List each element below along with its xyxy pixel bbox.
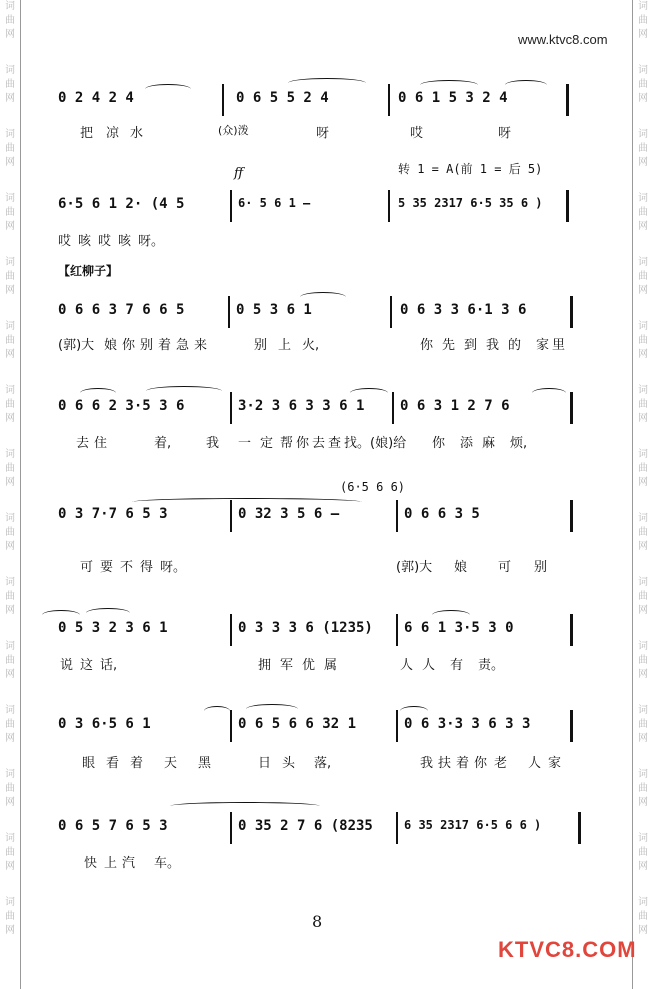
lyric: 到 xyxy=(464,338,478,353)
watermark-group xyxy=(0,384,20,448)
lyric: 来 xyxy=(194,338,208,353)
lyric: 说 xyxy=(60,658,74,673)
lyric: 黑 xyxy=(198,756,212,771)
watermark-char: 曲 xyxy=(638,591,648,602)
lyric: 里 xyxy=(552,338,566,353)
measure-notes: 0 6 1 5 3 2 4 xyxy=(398,90,508,106)
watermark-char: 曲 xyxy=(638,399,648,410)
lyric: 咳 xyxy=(118,234,132,249)
lyric: 扶 xyxy=(438,756,452,771)
watermark-char: 曲 xyxy=(638,527,648,538)
measure-notes: 0 5 3 6 1 xyxy=(236,302,312,318)
lyric: 天 xyxy=(164,756,178,771)
lyric: 汽 xyxy=(122,856,136,871)
lyric: 你 xyxy=(122,338,136,353)
measure-notes: 0 3 6·5 6 1 xyxy=(58,716,151,732)
lyric: 车。 xyxy=(154,856,181,871)
lyric: 凉 xyxy=(106,126,120,141)
site-logo: KTVC8.COM xyxy=(498,937,637,962)
measure-notes: 6 6 1 3·5 3 0 xyxy=(404,620,514,636)
watermark-char: 曲 xyxy=(638,79,648,90)
watermark-char: 网 xyxy=(5,221,15,232)
lyric: 责。 xyxy=(478,658,505,673)
watermark-char: 网 xyxy=(638,925,648,936)
watermark-char: 词 xyxy=(638,193,648,204)
watermark-char: 词 xyxy=(638,513,648,524)
measure-notes: 6· 5 6 1 – xyxy=(238,196,311,210)
watermark-char: 词 xyxy=(638,257,648,268)
watermark-char: 词 xyxy=(5,641,15,652)
watermark-group xyxy=(633,832,653,896)
lyric: (郭)大 xyxy=(396,560,433,575)
watermark-char: 网 xyxy=(5,797,15,808)
barline xyxy=(230,392,232,424)
barline xyxy=(566,190,569,222)
left-border xyxy=(20,0,21,989)
watermark-char: 网 xyxy=(5,861,15,872)
lyric: 娘 xyxy=(454,560,468,575)
watermark-char: 词 xyxy=(638,385,648,396)
lyric: 军 xyxy=(280,658,294,673)
watermark-char: 曲 xyxy=(638,719,648,730)
watermark-char: 曲 xyxy=(5,783,15,794)
barline xyxy=(230,500,232,532)
lyric: 着 xyxy=(130,756,144,771)
lyric: 定 xyxy=(260,436,274,451)
barline xyxy=(570,710,573,742)
watermark-char: 词 xyxy=(5,449,15,460)
watermark-char: 词 xyxy=(638,1,648,12)
barline xyxy=(566,84,569,116)
lyric: 住 xyxy=(94,436,108,451)
watermark-char: 曲 xyxy=(5,15,15,26)
lyric: 可 xyxy=(80,560,94,575)
lyric: 着 xyxy=(456,756,470,771)
lyric: 上 xyxy=(278,338,292,353)
watermark-group xyxy=(0,320,20,384)
watermark-char: 词 xyxy=(638,897,648,908)
watermark-char: 词 xyxy=(638,641,648,652)
watermark-group xyxy=(633,320,653,384)
watermark-char: 词 xyxy=(5,705,15,716)
barline xyxy=(230,614,232,646)
watermark-char: 曲 xyxy=(5,847,15,858)
barline xyxy=(388,84,390,116)
lyric: 别 xyxy=(140,338,154,353)
watermark-left xyxy=(0,0,20,989)
watermark-char: 词 xyxy=(638,705,648,716)
measure-notes: 0 6 3 1 2 7 6 xyxy=(400,398,510,414)
lyric: 得 xyxy=(140,560,154,575)
lyric: 着 xyxy=(158,338,172,353)
barline xyxy=(570,296,573,328)
lyric: 添 xyxy=(460,436,474,451)
watermark-char: 曲 xyxy=(5,527,15,538)
watermark-group xyxy=(633,704,653,768)
measure-notes: 6 35 2317 6·5 6 6 ) xyxy=(404,818,542,832)
watermark-char: 词 xyxy=(5,513,15,524)
watermark-group xyxy=(0,832,20,896)
lyric: 呀。 xyxy=(160,560,187,575)
lyric: 呀 xyxy=(316,126,330,141)
measure-notes: 3·2 3 6 3 3 6 1 xyxy=(238,398,365,414)
lyric: 快 xyxy=(84,856,98,871)
watermark-char: 曲 xyxy=(638,783,648,794)
measure-notes: 0 6 6 3 5 xyxy=(404,506,480,522)
watermark-group xyxy=(633,256,653,320)
watermark-char: 网 xyxy=(638,477,648,488)
watermark-char: 词 xyxy=(5,65,15,76)
watermark-char: 曲 xyxy=(5,335,15,346)
lyric: 话, xyxy=(100,658,118,673)
watermark-char: 词 xyxy=(5,833,15,844)
watermark-group xyxy=(0,256,20,320)
measure-notes: 5 35 2317 6·5 35 6 ) xyxy=(398,196,543,210)
barline xyxy=(230,812,232,844)
lyric: 烦, xyxy=(510,436,528,451)
watermark-char: 网 xyxy=(638,157,648,168)
lyric: 拥 xyxy=(258,658,272,673)
lyric: 着, xyxy=(154,436,172,451)
barline xyxy=(390,296,392,328)
barline xyxy=(570,614,573,646)
lyric: (郭)大 xyxy=(58,338,95,353)
lyric: 家 xyxy=(548,756,562,771)
lyric: 哎 xyxy=(58,234,72,249)
lyric: (众)泼 xyxy=(218,124,249,137)
measure-notes: 0 3 3 3 6 (1235) xyxy=(238,620,373,636)
lyric: 查 xyxy=(328,436,342,451)
watermark-group xyxy=(633,128,653,192)
lyric: 我 xyxy=(486,338,500,353)
barline xyxy=(570,392,573,424)
watermark-char: 词 xyxy=(5,129,15,140)
watermark-char: 词 xyxy=(5,385,15,396)
lyric: 帮 xyxy=(280,436,294,451)
lyric: 人 xyxy=(400,658,414,673)
watermark-char: 网 xyxy=(638,541,648,552)
watermark-char: 词 xyxy=(638,65,648,76)
barline xyxy=(230,190,232,222)
watermark-group xyxy=(0,640,20,704)
dynamic-mark: ff xyxy=(234,166,244,181)
watermark-group xyxy=(0,192,20,256)
lyric: 别 xyxy=(254,338,268,353)
watermark-char: 曲 xyxy=(5,143,15,154)
lyric: 把 xyxy=(80,126,94,141)
watermark-char: 词 xyxy=(638,769,648,780)
watermark-char: 网 xyxy=(638,93,648,104)
barline xyxy=(396,614,398,646)
lyric: 我 xyxy=(420,756,434,771)
watermark-group xyxy=(633,640,653,704)
watermark-char: 网 xyxy=(638,285,648,296)
watermark-char: 曲 xyxy=(5,911,15,922)
watermark-char: 网 xyxy=(638,349,648,360)
lyric: 别 xyxy=(534,560,548,575)
lyric: 我 xyxy=(206,436,220,451)
lyric: 你 xyxy=(296,436,310,451)
watermark-char: 网 xyxy=(5,349,15,360)
lyric: 你 xyxy=(474,756,488,771)
lyric: 呀。 xyxy=(138,234,165,249)
lyric: 可 xyxy=(498,560,512,575)
lyric: (娘)给 xyxy=(370,436,407,451)
barline xyxy=(228,296,230,328)
watermark-char: 网 xyxy=(5,29,15,40)
watermark-group xyxy=(633,768,653,832)
watermark-char: 曲 xyxy=(638,15,648,26)
watermark-char: 网 xyxy=(638,29,648,40)
watermark-char: 曲 xyxy=(5,719,15,730)
lyric: 一 xyxy=(238,436,252,451)
watermark-group xyxy=(633,384,653,448)
watermark-char: 词 xyxy=(5,193,15,204)
lyric: 急 xyxy=(176,338,190,353)
measure-notes: 0 35 2 7 6 (8235 xyxy=(238,818,373,834)
watermark-char: 网 xyxy=(638,861,648,872)
barline xyxy=(578,812,581,844)
barline xyxy=(388,190,390,222)
watermark-char: 曲 xyxy=(638,463,648,474)
watermark-char: 词 xyxy=(5,897,15,908)
barline xyxy=(396,500,398,532)
lyric: 上 xyxy=(104,856,118,871)
watermark-char: 网 xyxy=(638,605,648,616)
barline xyxy=(396,710,398,742)
watermark-char: 曲 xyxy=(638,271,648,282)
lyric: 人 xyxy=(422,658,436,673)
lyric: 不 xyxy=(120,560,134,575)
lyric: 日 xyxy=(258,756,272,771)
lyric: 头 xyxy=(282,756,296,771)
lyric: 家 xyxy=(536,338,550,353)
watermark-char: 曲 xyxy=(638,335,648,346)
lyric: 你 xyxy=(432,436,446,451)
measure-notes: 0 6 6 3 7 6 6 5 xyxy=(58,302,185,318)
watermark-char: 网 xyxy=(638,413,648,424)
barline xyxy=(230,710,232,742)
lyric: 优 xyxy=(302,658,316,673)
measure-notes: 0 5 3 2 3 6 1 xyxy=(58,620,168,636)
watermark-char: 词 xyxy=(5,577,15,588)
watermark-char: 网 xyxy=(638,733,648,744)
watermark-group xyxy=(633,448,653,512)
watermark-char: 网 xyxy=(5,925,15,936)
barline xyxy=(570,500,573,532)
watermark-char: 网 xyxy=(5,669,15,680)
lyric: 娘 xyxy=(104,338,118,353)
watermark-char: 曲 xyxy=(5,399,15,410)
key-change-annotation: 转 1 = A(前 1 = 后 5) xyxy=(398,162,543,176)
measure-notes: 0 3 7·7 6 5 3 xyxy=(58,506,168,522)
watermark-char: 词 xyxy=(638,449,648,460)
measure-notes: 6·5 6 1 2· (4 5 xyxy=(58,196,185,212)
lyric: 的 xyxy=(508,338,522,353)
lyric: 火, xyxy=(302,338,320,353)
watermark-group xyxy=(0,768,20,832)
watermark-group xyxy=(0,704,20,768)
lyric: 麻 xyxy=(482,436,496,451)
lyric: 呀 xyxy=(498,126,512,141)
lyric: 有 xyxy=(450,658,464,673)
lyric: 哎 xyxy=(410,126,424,141)
watermark-char: 网 xyxy=(5,285,15,296)
watermark-char: 网 xyxy=(5,733,15,744)
watermark-group xyxy=(0,128,20,192)
watermark-char: 网 xyxy=(5,93,15,104)
lyric: 人 xyxy=(528,756,542,771)
watermark-char: 词 xyxy=(638,321,648,332)
watermark-char: 网 xyxy=(5,541,15,552)
lyric: 哎 xyxy=(98,234,112,249)
watermark-char: 词 xyxy=(5,1,15,12)
measure-notes: 0 6 5 6 6 32 1 xyxy=(238,716,357,732)
watermark-group xyxy=(0,576,20,640)
barline xyxy=(396,812,398,844)
watermark-char: 曲 xyxy=(638,143,648,154)
watermark-group xyxy=(633,192,653,256)
lyric: 咳 xyxy=(78,234,92,249)
watermark-char: 网 xyxy=(5,413,15,424)
lyric: 落, xyxy=(314,756,332,771)
watermark-group xyxy=(633,512,653,576)
watermark-char: 曲 xyxy=(5,207,15,218)
measure-notes: 0 6 3 3 6·1 3 6 xyxy=(400,302,527,318)
measure-notes: 0 32 3 5 6 – xyxy=(238,506,340,522)
lyric: 去 xyxy=(312,436,326,451)
watermark-right xyxy=(633,0,653,989)
watermark-group xyxy=(0,512,20,576)
section-label: 【红柳子】 xyxy=(58,264,119,278)
watermark-char: 网 xyxy=(5,605,15,616)
watermark-char: 词 xyxy=(638,577,648,588)
watermark-char: 网 xyxy=(5,157,15,168)
watermark-char: 网 xyxy=(5,477,15,488)
measure-notes: 0 6 5 7 6 5 3 xyxy=(58,818,168,834)
watermark-group xyxy=(0,0,20,64)
watermark-group xyxy=(633,0,653,64)
watermark-char: 曲 xyxy=(638,655,648,666)
watermark-group xyxy=(633,576,653,640)
watermark-group xyxy=(0,448,20,512)
lyric: 先 xyxy=(442,338,456,353)
measure-notes: 0 6 3·3 3 6 3 3 xyxy=(404,716,531,732)
watermark-char: 曲 xyxy=(638,911,648,922)
lyric: 这 xyxy=(80,658,94,673)
ornament-annotation: (6·5 6 6) xyxy=(340,480,406,494)
lyric: 看 xyxy=(106,756,120,771)
watermark-group xyxy=(0,896,20,960)
right-border xyxy=(632,0,633,989)
watermark-char: 曲 xyxy=(638,847,648,858)
watermark-char: 网 xyxy=(638,221,648,232)
watermark-char: 曲 xyxy=(5,463,15,474)
watermark-char: 网 xyxy=(638,669,648,680)
lyric: 眼 xyxy=(82,756,96,771)
watermark-group xyxy=(633,64,653,128)
watermark-char: 词 xyxy=(638,833,648,844)
measure-notes: 0 6 6 2 3·5 3 6 xyxy=(58,398,185,414)
watermark-char: 曲 xyxy=(5,655,15,666)
lyric: 属 xyxy=(324,658,338,673)
watermark-char: 词 xyxy=(638,129,648,140)
lyric: 去 xyxy=(76,436,90,451)
watermark-char: 曲 xyxy=(638,207,648,218)
watermark-char: 词 xyxy=(5,769,15,780)
page-number: 8 xyxy=(312,912,323,931)
watermark-char: 词 xyxy=(5,257,15,268)
lyric: 要 xyxy=(100,560,114,575)
lyric: 你 xyxy=(420,338,434,353)
barline xyxy=(222,84,224,116)
site-url: www.ktvc8.com xyxy=(518,32,608,47)
lyric: 找。 xyxy=(344,436,371,451)
measure-notes: 0 2 4 2 4 xyxy=(58,90,134,106)
measure-notes: 0 6 5 5 2 4 xyxy=(236,90,329,106)
watermark-char: 网 xyxy=(638,797,648,808)
watermark-char: 曲 xyxy=(5,271,15,282)
lyric: 老 xyxy=(494,756,508,771)
barline xyxy=(392,392,394,424)
watermark-char: 词 xyxy=(5,321,15,332)
watermark-char: 曲 xyxy=(5,591,15,602)
lyric: 水 xyxy=(130,126,144,141)
watermark-group xyxy=(0,64,20,128)
watermark-char: 曲 xyxy=(5,79,15,90)
